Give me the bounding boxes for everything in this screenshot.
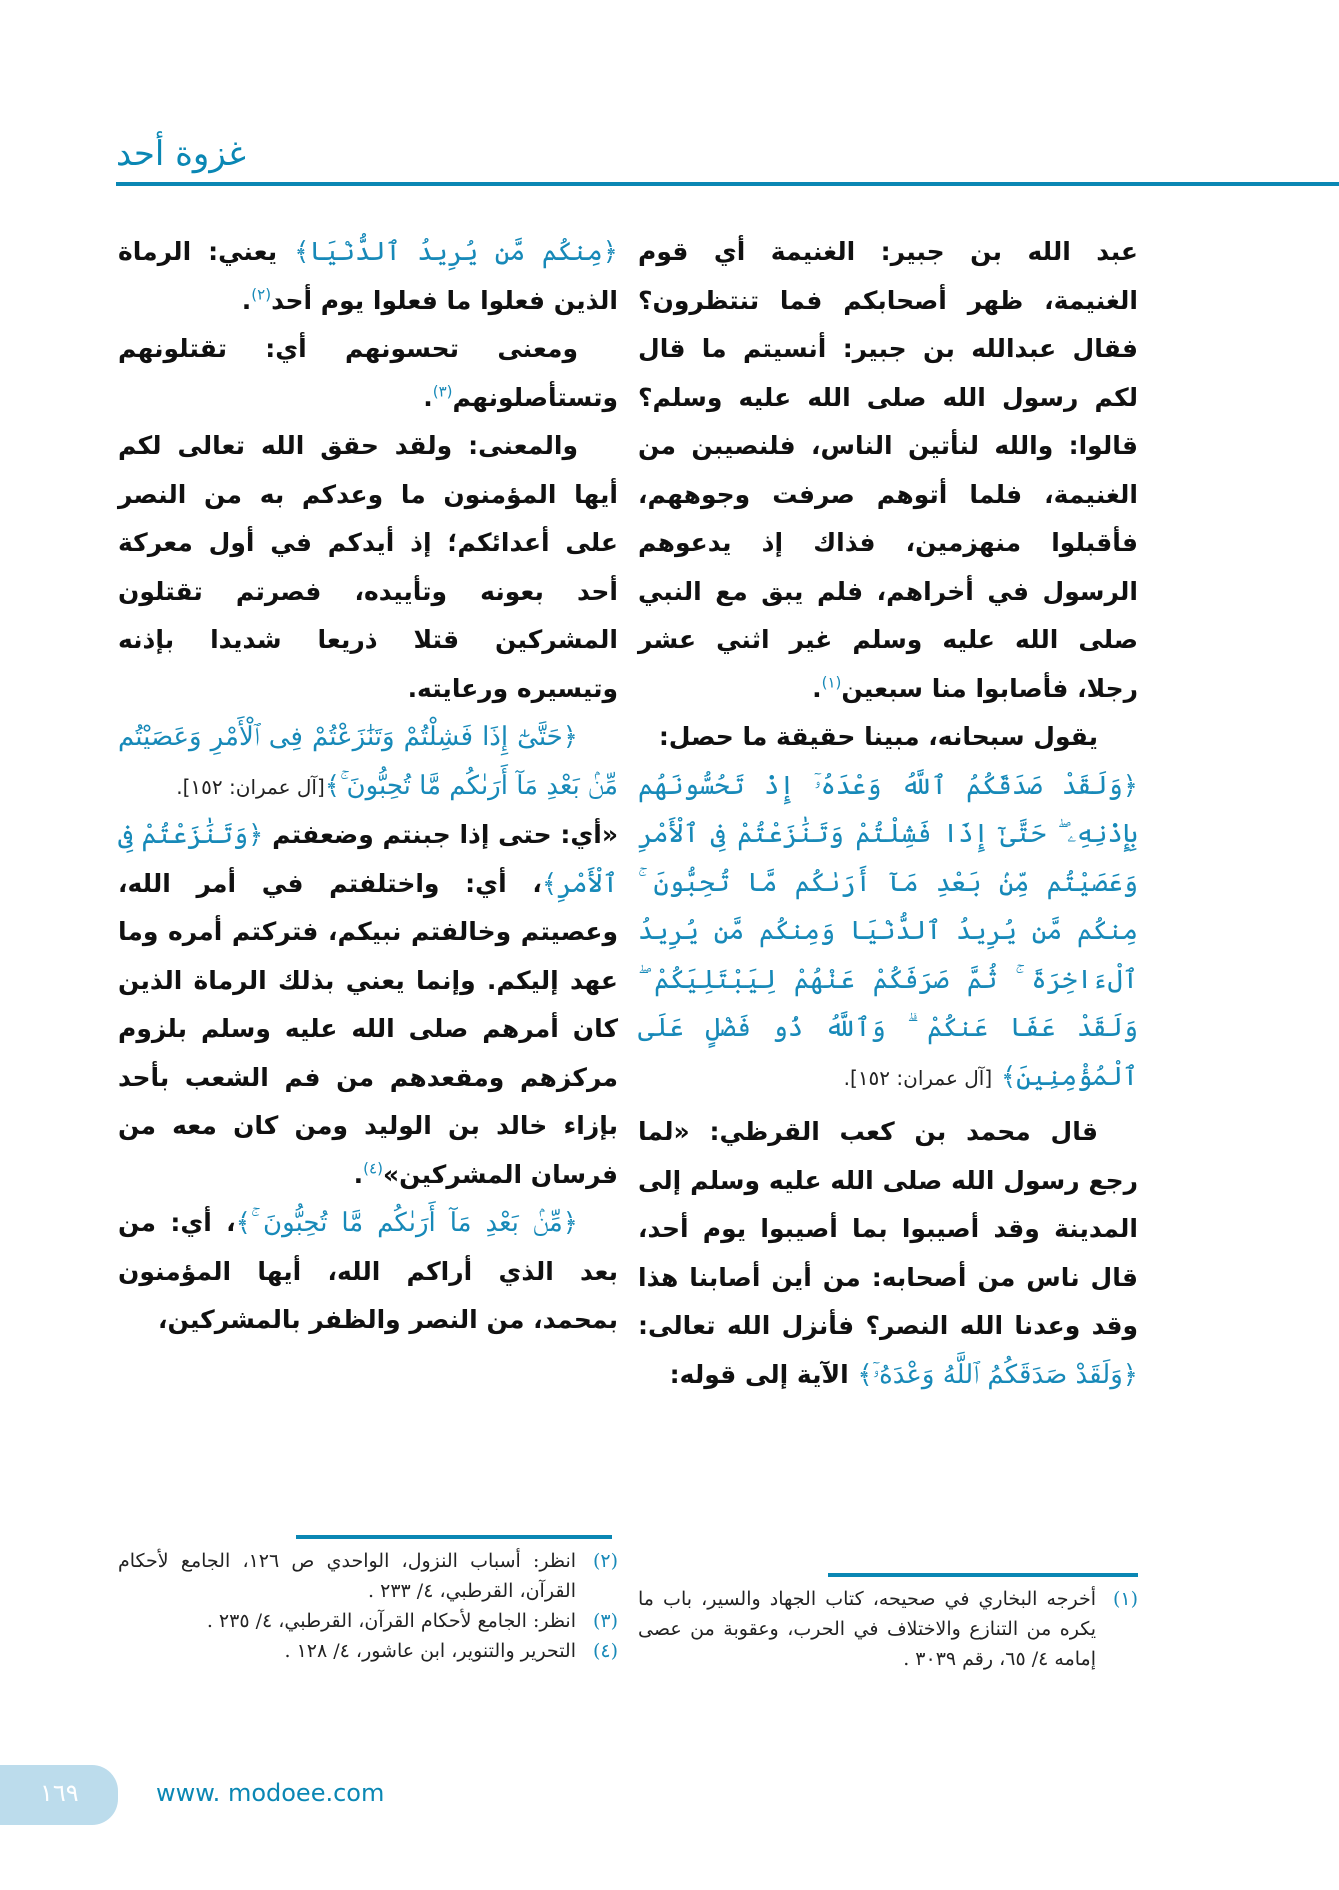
footnote-text: التحرير والتنوير، ابن عاشور، ٤/ ١٢٨ . bbox=[284, 1640, 576, 1662]
footnote-text: انظر: أسباب النزول، الواحدي ص ١٢٦، الجامع لأحكام القرآن، القرطبي، ٤/ ٢٣٣ . bbox=[118, 1550, 577, 1602]
paragraph-end: . bbox=[241, 285, 252, 315]
footnote-number: (١) bbox=[1112, 1588, 1138, 1610]
ornate-bracket-open-icon: ﴿ bbox=[562, 722, 578, 752]
ornate-bracket-close-icon: ﴾ bbox=[324, 770, 341, 801]
footnote-text: أخرجه البخاري في صحيحه، كتاب الجهاد والسير، باب ما يكره من التنازع والاختلاف في الحرب، وعقوبة من عصى إمامه ٤/ ٦٥، رقم ٣٠٣٩ . bbox=[638, 1588, 1096, 1670]
ornate-bracket-open-icon: ﴿ bbox=[248, 820, 264, 850]
paragraph-text: ، أي: واختلفتم في أمر الله، وعصيتم وخالفتم نبيكم، فتركتم أمره وما عهد إليكم. وإنما يعني بذلك الرماة الذين كان أمرهم صلى الله عليه وسلم بلزوم مركزهم ومقعدهم من فم الشعب بأحد بإزاء خالد بن الوليد ومن كان معه من فرسان المشركين» bbox=[118, 868, 618, 1189]
ornate-bracket-close-icon: ﴾ bbox=[235, 1208, 251, 1238]
footnote-marker-1[interactable]: (١) bbox=[821, 673, 842, 692]
footnotes-right bbox=[638, 1584, 1138, 1674]
paragraph-meaning bbox=[118, 422, 618, 713]
ornate-bracket-close-icon: ﴾ bbox=[857, 1359, 873, 1390]
paragraph-explanation bbox=[118, 811, 618, 1199]
website-link[interactable]: www. modoee.com bbox=[156, 1779, 385, 1807]
verse-reference: [آل عمران: ١٥٢]. bbox=[843, 1065, 993, 1090]
page-header bbox=[116, 130, 1339, 186]
paragraph-text: يقول سبحانه، مبينا حقيقة ما حصل: bbox=[658, 722, 1098, 751]
footnote-divider-right bbox=[828, 1573, 1138, 1577]
paragraph-after-showing bbox=[118, 1199, 618, 1345]
paragraph-text: «أي: حتى إذا جبنتم وضعفتم bbox=[272, 820, 619, 849]
right-column bbox=[638, 228, 1138, 1399]
paragraph-meaning-tahussunahum bbox=[118, 325, 618, 422]
quran-verse: مِنكُم مَّن يُرِيدُ ٱلدُّنْيَا bbox=[309, 237, 603, 267]
ornate-bracket-close-icon: ﴾ bbox=[1000, 1061, 1017, 1092]
footnote-item bbox=[118, 1606, 618, 1636]
ornate-bracket-close-icon: ﴾ bbox=[294, 237, 310, 267]
footnote-marker-4[interactable]: (٤) bbox=[363, 1159, 383, 1178]
footnote-text: انظر: الجامع لأحكام القرآن، القرطبي، ٤/ ٢٣٥ . bbox=[206, 1610, 576, 1632]
paragraph-end: الآية إلى قوله: bbox=[669, 1359, 849, 1389]
footnote-number: (٢) bbox=[592, 1550, 618, 1572]
paragraph-archers bbox=[118, 228, 618, 325]
paragraph-text: عبد الله بن جبير: الغنيمة أي قوم الغنيمة، ظهر أصحابكم فما تنتظرون؟ فقال عبدالله بن جبير: أنسيتم ما قال لكم رسول الله صلى الله عليه وسلم؟ قالوا: والله لنأتين الناس، فلنصيبن من الغنيمة، فلما أتوهم صرفت وجوههم، فأقبلوا منهزمين، فذاك إذ يدعوهم الرسول في أخراهم، فلم يبق مع النبي صلى الله عليه وسلم غير اثني عشر رجلا، فأصابوا منا سبعين bbox=[638, 237, 1138, 703]
footnote-item bbox=[638, 1584, 1138, 1674]
paragraph-text: قال محمد بن كعب القرظي: «لما رجع رسول الله صلى الله عليه وسلم إلى المدينة وقد أصيبوا بما أصيبوا يوم أحد، قال ناس من أصحابه: من أين أصابنا هذا وقد وعدنا الله النصر؟ فأنزل الله تعالى: bbox=[638, 1117, 1138, 1340]
page-number-badge bbox=[0, 1765, 118, 1825]
paragraph-qurazi bbox=[638, 1108, 1138, 1399]
footnote-item bbox=[118, 1546, 618, 1606]
footnote-marker-3[interactable]: (٣) bbox=[432, 382, 453, 401]
paragraph-end: . bbox=[423, 382, 433, 412]
quran-verse: مِّنۢ بَعْدِ مَآ أَرَىٰكُم مَّا تُحِبُّونَ ۚ bbox=[250, 1208, 563, 1238]
paragraph-text: والمعنى: ولقد حقق الله تعالى لكم أيها المؤمنون ما وعدكم به من النصر على أعدائكم؛ إذ أيدكم في أول معركة أحد بعونه وتأييده، فصرتم تقتلون المشركين قتلا ذريعا شديدا بإذنه وتيسيره ورعايته. bbox=[118, 431, 618, 703]
paragraph-end: . bbox=[812, 673, 822, 703]
chapter-title: غزوة أحد bbox=[116, 134, 246, 174]
quran-verse: وَتَنَٰزَعْتُمْ فِى ٱلْأَمْرِ bbox=[118, 820, 618, 899]
footnote-number: (٣) bbox=[592, 1610, 618, 1632]
page-footer bbox=[0, 1765, 600, 1825]
left-column bbox=[118, 228, 618, 1345]
paragraph-end: . bbox=[353, 1159, 364, 1189]
footnotes-left bbox=[118, 1546, 618, 1666]
header-divider bbox=[116, 182, 1339, 186]
ornate-bracket-close-icon: ﴾ bbox=[541, 868, 558, 899]
quran-verse: وَلَقَدْ صَدَقَكُمُ ٱللَّهُ وَعْدَهُۥٓ bbox=[872, 1359, 1123, 1390]
paragraph-intro-verse bbox=[638, 713, 1138, 762]
ornate-bracket-open-icon: ﴿ bbox=[1122, 1359, 1138, 1390]
verse-reference: [آل عمران: ١٥٢]. bbox=[176, 774, 325, 799]
paragraph-text: ، أي: من بعد الذي أراكم الله، أيها المؤمنون بمحمد، من النصر والظفر بالمشركين، bbox=[118, 1208, 618, 1334]
quran-verse: وَلَقَدْ صَدَقَكُمُ ٱللَّهُ وَعْدَهُۥٓ إِذْ تَحُسُّونَهُم بِإِذْنِهِۦ ۖ حَتَّىٰٓ إِذَا فَشِلْتُمْ وَتَنَٰزَعْتُمْ فِى ٱلْأَمْرِ وَعَصَيْتُم مِّنۢ بَعْدِ مَآ أَرَىٰكُم مَّا تُحِبُّونَ ۚ مِنكُم مَّن يُرِيدُ ٱلدُّنْيَا وَمِنكُم مَّن يُرِيدُ ٱلْءَاخِرَةَ ۚ ثُمَّ صَرَفَكُمْ عَنْهُمْ لِيَبْتَلِيَكُمْ ۖ وَلَقَدْ عَفَا عَنكُمْ ۗ وَٱللَّهُ ذُو فَضْلٍ عَلَى ٱلْمُؤْمِنِينَ bbox=[638, 770, 1138, 1092]
ornate-bracket-open-icon: ﴿ bbox=[562, 1208, 578, 1238]
paragraph-ibn-jubair bbox=[638, 228, 1138, 713]
footnote-item bbox=[118, 1636, 618, 1666]
paragraph-text: ومعنى تحسونهم أي: تقتلونهم وتستأصلونهم bbox=[118, 334, 618, 412]
quran-verse-block bbox=[638, 762, 1138, 1103]
footnote-marker-2[interactable]: (٢) bbox=[251, 285, 272, 304]
quran-verse-block bbox=[118, 713, 618, 811]
page-number: ١٦٩ bbox=[40, 1779, 79, 1807]
footnote-number: (٤) bbox=[592, 1640, 618, 1662]
quran-verse: حَتَّىٰٓ إِذَا فَشِلْتُمْ وَتَنَٰزَعْتُمْ فِى ٱلْأَمْرِ وَعَصَيْتُم مِّنۢ بَعْدِ مَآ أَرَىٰكُم مَّا تُحِبُّونَ ۚ bbox=[118, 722, 618, 801]
ornate-bracket-open-icon: ﴿ bbox=[602, 237, 618, 267]
paragraph-text: يعني: الرماة الذين فعلوا ما فعلوا يوم أحد bbox=[118, 237, 618, 315]
ornate-bracket-open-icon: ﴿ bbox=[1122, 770, 1138, 801]
footnote-divider-left bbox=[296, 1535, 612, 1539]
